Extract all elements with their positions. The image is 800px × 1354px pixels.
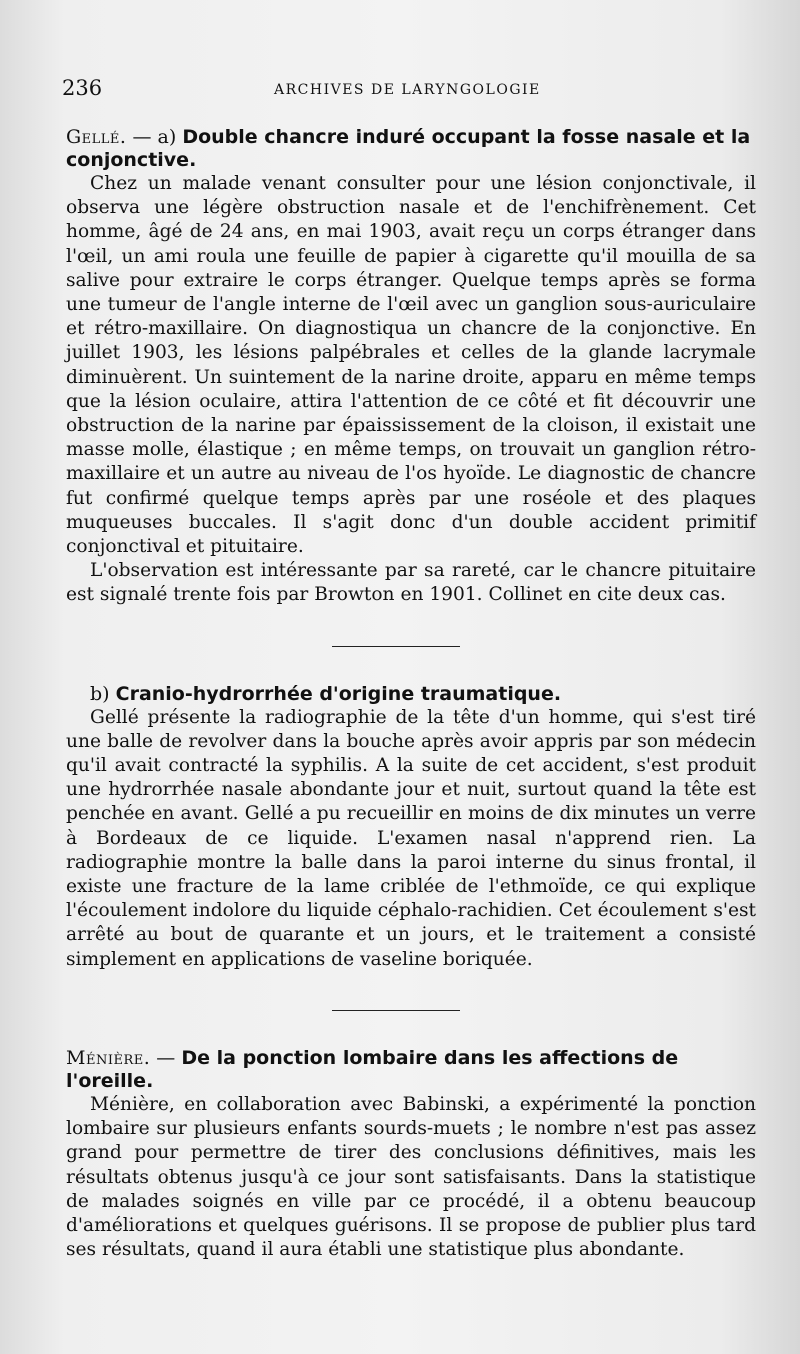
paragraph: Ménière, en collaboration avec Babinski, a expérimenté la ponction lombaire sur plusieurs enfants sourds-muets ; le nombre n'est pas assez grand pour permettre de tirer des conclusions définitives, mais les résultats obtenus jusqu'à ce jour sont satisfaisants. Dans la statistique de malades soignés en ville par ce procédé, il a obtenu beaucoup d'améliorations et quelques guérisons. Il se propose de publier plus tard ses résultats, quand il aura établi une statistique plus abondante. [66, 1093, 756, 1261]
page-body [66, 126, 756, 1262]
paragraph: Chez un malade venant consulter pour une lésion conjonctivale, il observa une légère obstruction nasale et de l'enchifrènement. Cet homme, âgé de 24 ans, en mai 1903, avait reçu un corps étranger dans l'œil, un ami roula une feuille de papier à cigarette qu'il mouilla de sa salive pour extraire le corps étranger. Quelque temps après se forma une tumeur de l'angle interne de l'œil avec un ganglion sous-auriculaire et rétro-maxillaire. On diagnostiqua un chancre de la conjonctive. En juillet 1903, les lésions palpébrales et celles de la glande lacrymale diminuèrent. Un suintement de la narine droite, apparu en même temps que la lésion oculaire, attira l'attention de ce côté et fit découvrir une obstruction de la narine par épaississement de la cloison, il existait une masse molle, élastique ; en même temps, on trouvait un ganglion rétro-maxillaire et un autre au niveau de l'os hyoïde. Le diagnostic de chancre fut confirmé quelque temps après par une roséole et des plaques muqueuses buccales. Il s'agit donc d'un double accident primitif conjonctival et pituitaire. [66, 173, 756, 558]
section-label: — a) [126, 126, 183, 148]
article-meniere [66, 1047, 756, 1262]
article-title: Double chancre induré occupant la fosse nasale et la conjonctive. [66, 126, 751, 171]
page-number: 236 [62, 76, 103, 100]
author-name: Gellé. [66, 126, 127, 148]
section-label: — [150, 1046, 182, 1069]
page-header [62, 76, 762, 106]
paragraph: Gellé présente la radiographie de la tête d'un homme, qui s'est tiré une balle de revolver dans la bouche après avoir appris par son médecin qu'il avait contracté la syphilis. A la suite de cet accident, s'est produit une hydrorrhée nasale abondante jour et nuit, surtout quand la tête est penchée en avant. Gellé a pu recueillir en moins de dix minutes un verre à Bordeaux de ce liquide. L'examen nasal n'apprend rien. La radiographie montre la balle dans la paroi interne du sinus frontal, il existe une fracture de la lame criblée de l'ethmoïde, ce qui explique l'écoulement indolore du liquide céphalo-rachidien. Cet écoulement s'est arrêté au bout de quarante et un jours, et le traitement a consisté simplement en applications de vaseline boriquée. [66, 706, 756, 970]
running-title: ARCHIVES DE LARYNGOLOGIE [274, 82, 541, 98]
article-heading [90, 683, 756, 706]
section-divider [332, 646, 460, 647]
article-gelle-cranio [66, 683, 756, 972]
section-divider [332, 1010, 460, 1011]
article-title: Cranio-hydrorrhée d'origine traumatique. [115, 682, 562, 705]
article-gelle-chancre [66, 126, 756, 608]
section-label: b) [90, 682, 116, 705]
article-heading [66, 1047, 756, 1093]
article-title: De la ponction lombaire dans les affections de l'oreille. [66, 1046, 679, 1092]
paragraph: L'observation est intéressante par sa rareté, car le chancre pituitaire est signalé trente fois par Browton en 1901. Collinet en cite deux cas. [66, 560, 756, 606]
article-heading [66, 126, 756, 172]
author-name: Ménière. [66, 1046, 151, 1069]
